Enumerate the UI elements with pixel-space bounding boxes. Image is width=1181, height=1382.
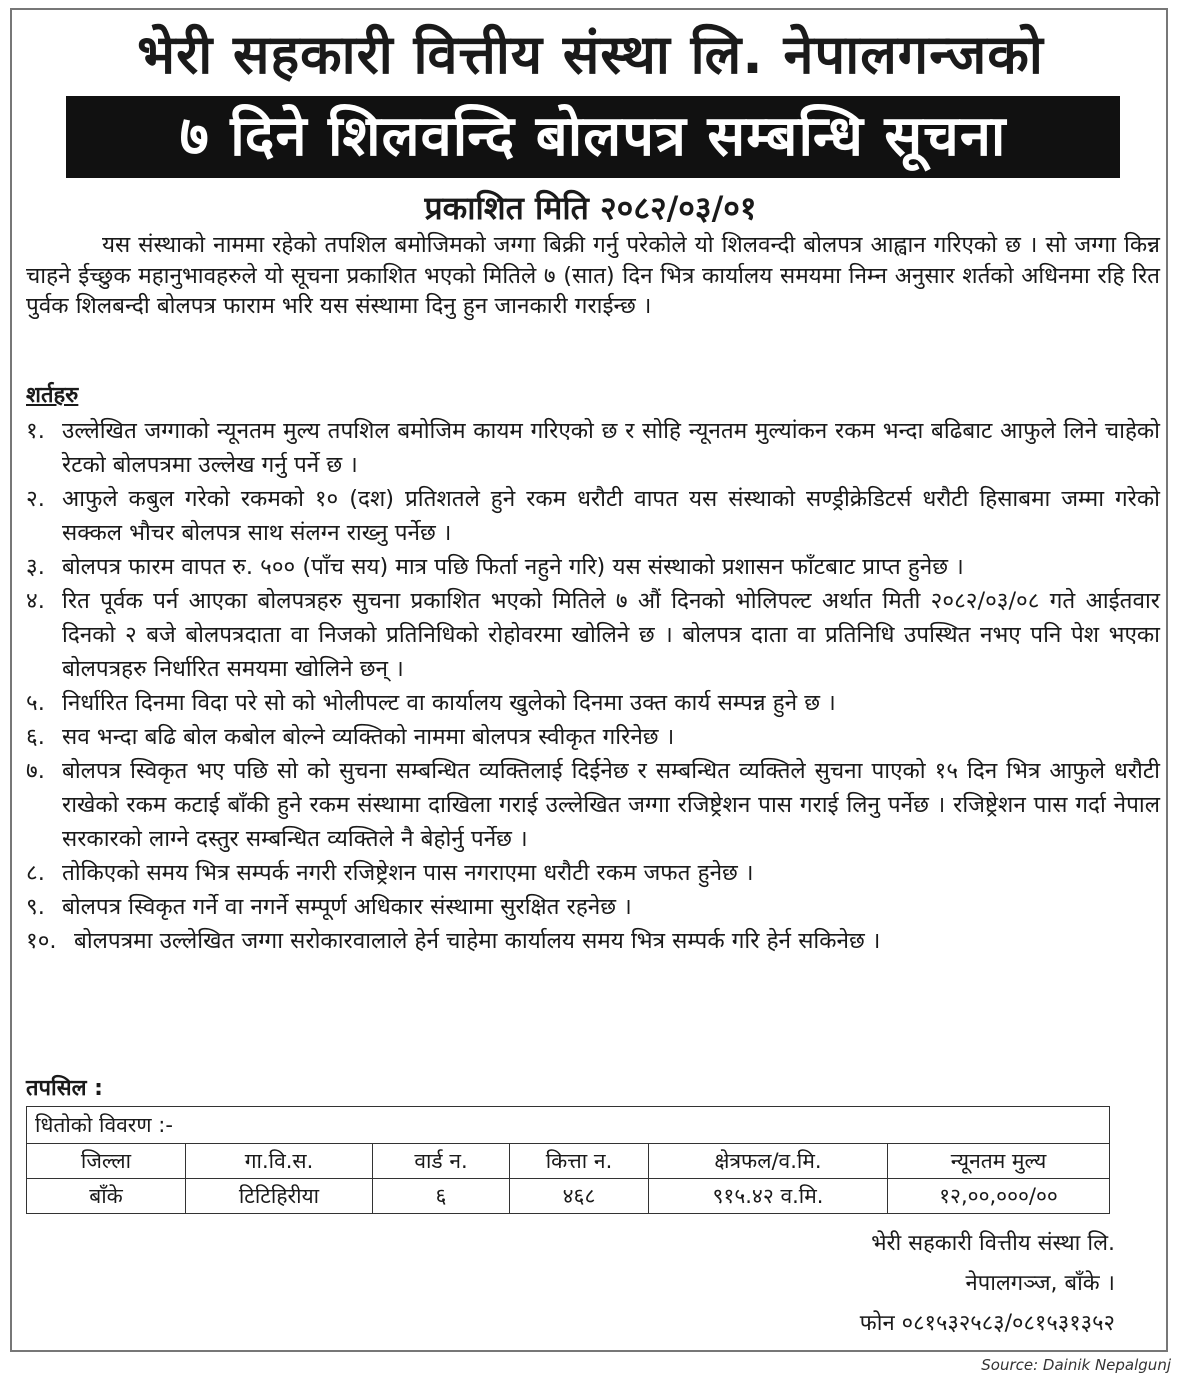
condition-item bbox=[26, 924, 1160, 958]
cell-min-price: १२,००,०००/०० bbox=[888, 1179, 1110, 1214]
condition-text: बोलपत्र स्विकृत गर्ने वा नगर्ने सम्पूर्ण अधिकार संस्थामा सुरक्षित रहनेछ । bbox=[62, 894, 632, 920]
condition-number: ८. bbox=[26, 860, 45, 886]
condition-text: बोलपत्र स्विकृत भए पछि सो को सुचना सम्बन्धित व्यक्तिलाई दिईनेछ र सम्बन्धित व्यक्तिले सुचना पाएको १५ दिन भित्र आफुले धरौटी राखेको रकम कटाई बाँकी हुने रकम संस्थामा दाखिला गराई उल्लेखित जग्गा रजिष्ट्रेशन पास गराई लिनु पर्नेछ । रजिष्ट्रेशन पास गर्दा नेपाल सरकारको लाग्ने दस्तुर सम्बन्धित व्यक्तिले नै बेहोर्नु पर्नेछ । bbox=[62, 758, 1160, 852]
condition-text: उल्लेखित जग्गाको न्यूनतम मुल्य तपशिल बमोजिम कायम गरिएको छ र सोहि न्यूनतम मुल्यांकन रकम भन्दा बढिबाट आफुले लिने चाहेको रेटको बोलपत्रमा उल्लेख गर्नु पर्ने छ । bbox=[62, 418, 1160, 478]
condition-text: सव भन्दा बढि बोल कबोल बोल्ने व्यक्तिको नाममा बोलपत्र स्वीकृत गरिनेछ । bbox=[62, 724, 675, 750]
col-district: जिल्ला bbox=[80, 1149, 132, 1173]
condition-item bbox=[26, 890, 1160, 924]
intro-paragraph bbox=[26, 230, 1160, 322]
condition-number: ४. bbox=[26, 588, 45, 614]
condition-item bbox=[26, 584, 1160, 686]
signature-phone: फोन ०८१५३२५८३/०८१५३१३५२ bbox=[859, 1311, 1115, 1336]
condition-text: आफुले कबुल गरेको रकमको १० (दश) प्रतिशतले हुने रकम धरौटी वापत यस संस्थाको सण्ड्रीक्रेडिटर्स धरौटी हिसाबमा जम्मा गरेको सक्कल भौचर बोलपत्र साथ संलग्न राख्नु पर्नेछ । bbox=[62, 486, 1160, 546]
condition-item bbox=[26, 550, 1160, 584]
condition-number: १. bbox=[26, 418, 45, 444]
cell-vdc: टिटिहिरीया bbox=[186, 1179, 373, 1214]
condition-text: बोलपत्र फारम वापत रु. ५०० (पाँच सय) मात्र पछि फिर्ता नहुने गरि) यस संस्थाको प्रशासन फाँटबाट प्राप्त हुनेछ । bbox=[62, 554, 964, 580]
schedule-label: तपसिल : bbox=[26, 1076, 103, 1101]
condition-item bbox=[26, 414, 1160, 482]
signature-place: नेपालगञ्ज, बाँके । bbox=[965, 1271, 1115, 1296]
condition-number: १०. bbox=[26, 928, 57, 954]
col-area: क्षेत्रफल/व.मि. bbox=[649, 1144, 888, 1179]
cell-ward: ६ bbox=[373, 1179, 510, 1214]
condition-text: बोलपत्रमा उल्लेखित जग्गा सरोकारवालाले हेर्न चाहेमा कार्यालय समय भित्र सम्पर्क गरि हेर्न सकिनेछ । bbox=[74, 928, 881, 954]
collateral-table bbox=[26, 1106, 1110, 1214]
condition-number: ९. bbox=[26, 894, 45, 920]
col-min-price: न्यूनतम मुल्य bbox=[888, 1144, 1110, 1179]
condition-item bbox=[26, 482, 1160, 550]
signature-block bbox=[860, 1224, 1115, 1344]
table-header-row bbox=[27, 1144, 1109, 1179]
cell-plot: ४६८ bbox=[510, 1179, 649, 1214]
condition-item bbox=[26, 754, 1160, 856]
signature-org: भेरी सहकारी वित्तीय संस्था लि. bbox=[871, 1231, 1115, 1256]
condition-number: ५. bbox=[26, 690, 45, 716]
condition-item bbox=[26, 856, 1160, 890]
condition-text: निर्धारित दिनमा विदा परे सो को भोलीपल्ट वा कार्यालय खुलेको दिनमा उक्त कार्य सम्पन्न हुने छ । bbox=[62, 690, 836, 716]
organization-title: भेरी सहकारी वित्तीय संस्था लि. नेपालगन्जको bbox=[137, 23, 1044, 86]
condition-text: तोकिएको समय भित्र सम्पर्क नगरी रजिष्ट्रेशन पास नगराएमा धरौटी रकम जफत हुनेछ । bbox=[62, 860, 754, 886]
table-row bbox=[27, 1179, 1109, 1214]
col-plot: कित्ता न. bbox=[510, 1144, 649, 1179]
condition-number: ७. bbox=[26, 758, 45, 784]
notice-banner: ७ दिने शिलवन्दि बोलपत्र सम्बन्धि सूचना bbox=[66, 96, 1120, 178]
collateral-details-table bbox=[27, 1144, 1109, 1213]
conditions-heading: शर्तहरु bbox=[26, 383, 79, 408]
col-ward: वार्ड न. bbox=[373, 1144, 510, 1179]
intro-text: यस संस्थाको नाममा रहेको तपशिल बमोजिमको जग्गा बिक्री गर्नु परेकोले यो शिलवन्दी बोलपत्र आह्वान गरिएको छ । सो जग्गा किन्न चाहने ईच्छुक महानुभावहरुले यो सूचना प्रकाशित भएको मितिले ७ (सात) दिन भित्र कार्यालय समयमा निम्न अनुसार शर्तको अधिनमा रहि रित पुर्वक शिलबन्दी बोलपत्र फाराम भरि यस संस्थामा दिनु हुन जानकारी गराईन्छ । bbox=[26, 232, 1160, 319]
condition-number: ६. bbox=[26, 724, 45, 750]
condition-number: ३. bbox=[26, 554, 45, 580]
condition-text: रित पूर्वक पर्न आएका बोलपत्रहरु सुचना प्रकाशित भएको मितिले ७ औं दिनको भोलिपल्ट अर्थात मिती २०८२/०३/०८ गते आईतवार दिनको २ बजे बोलपत्रदाता वा निजको प्रतिनिधिको रोहोवरमा खोलिने छ । बोलपत्र दाता वा प्रतिनिधि उपस्थित नभए पनि पेश भएका बोलपत्रहरु निर्धारित समयमा खोलिने छन् । bbox=[62, 588, 1160, 682]
table-caption: धितोको विवरण :- bbox=[27, 1107, 1109, 1144]
col-vdc: गा.वि.स. bbox=[186, 1144, 373, 1179]
published-date: प्रकाशित मिति २०८२/०३/०१ bbox=[424, 189, 757, 227]
source-credit: Source: Dainik Nepalgunj bbox=[981, 1356, 1171, 1374]
cell-area: ९१५.४२ व.मि. bbox=[649, 1179, 888, 1214]
condition-item bbox=[26, 720, 1160, 754]
condition-item bbox=[26, 686, 1160, 720]
cell-district: बाँके bbox=[27, 1179, 186, 1214]
condition-number: २. bbox=[26, 486, 45, 512]
conditions-list bbox=[26, 414, 1160, 958]
